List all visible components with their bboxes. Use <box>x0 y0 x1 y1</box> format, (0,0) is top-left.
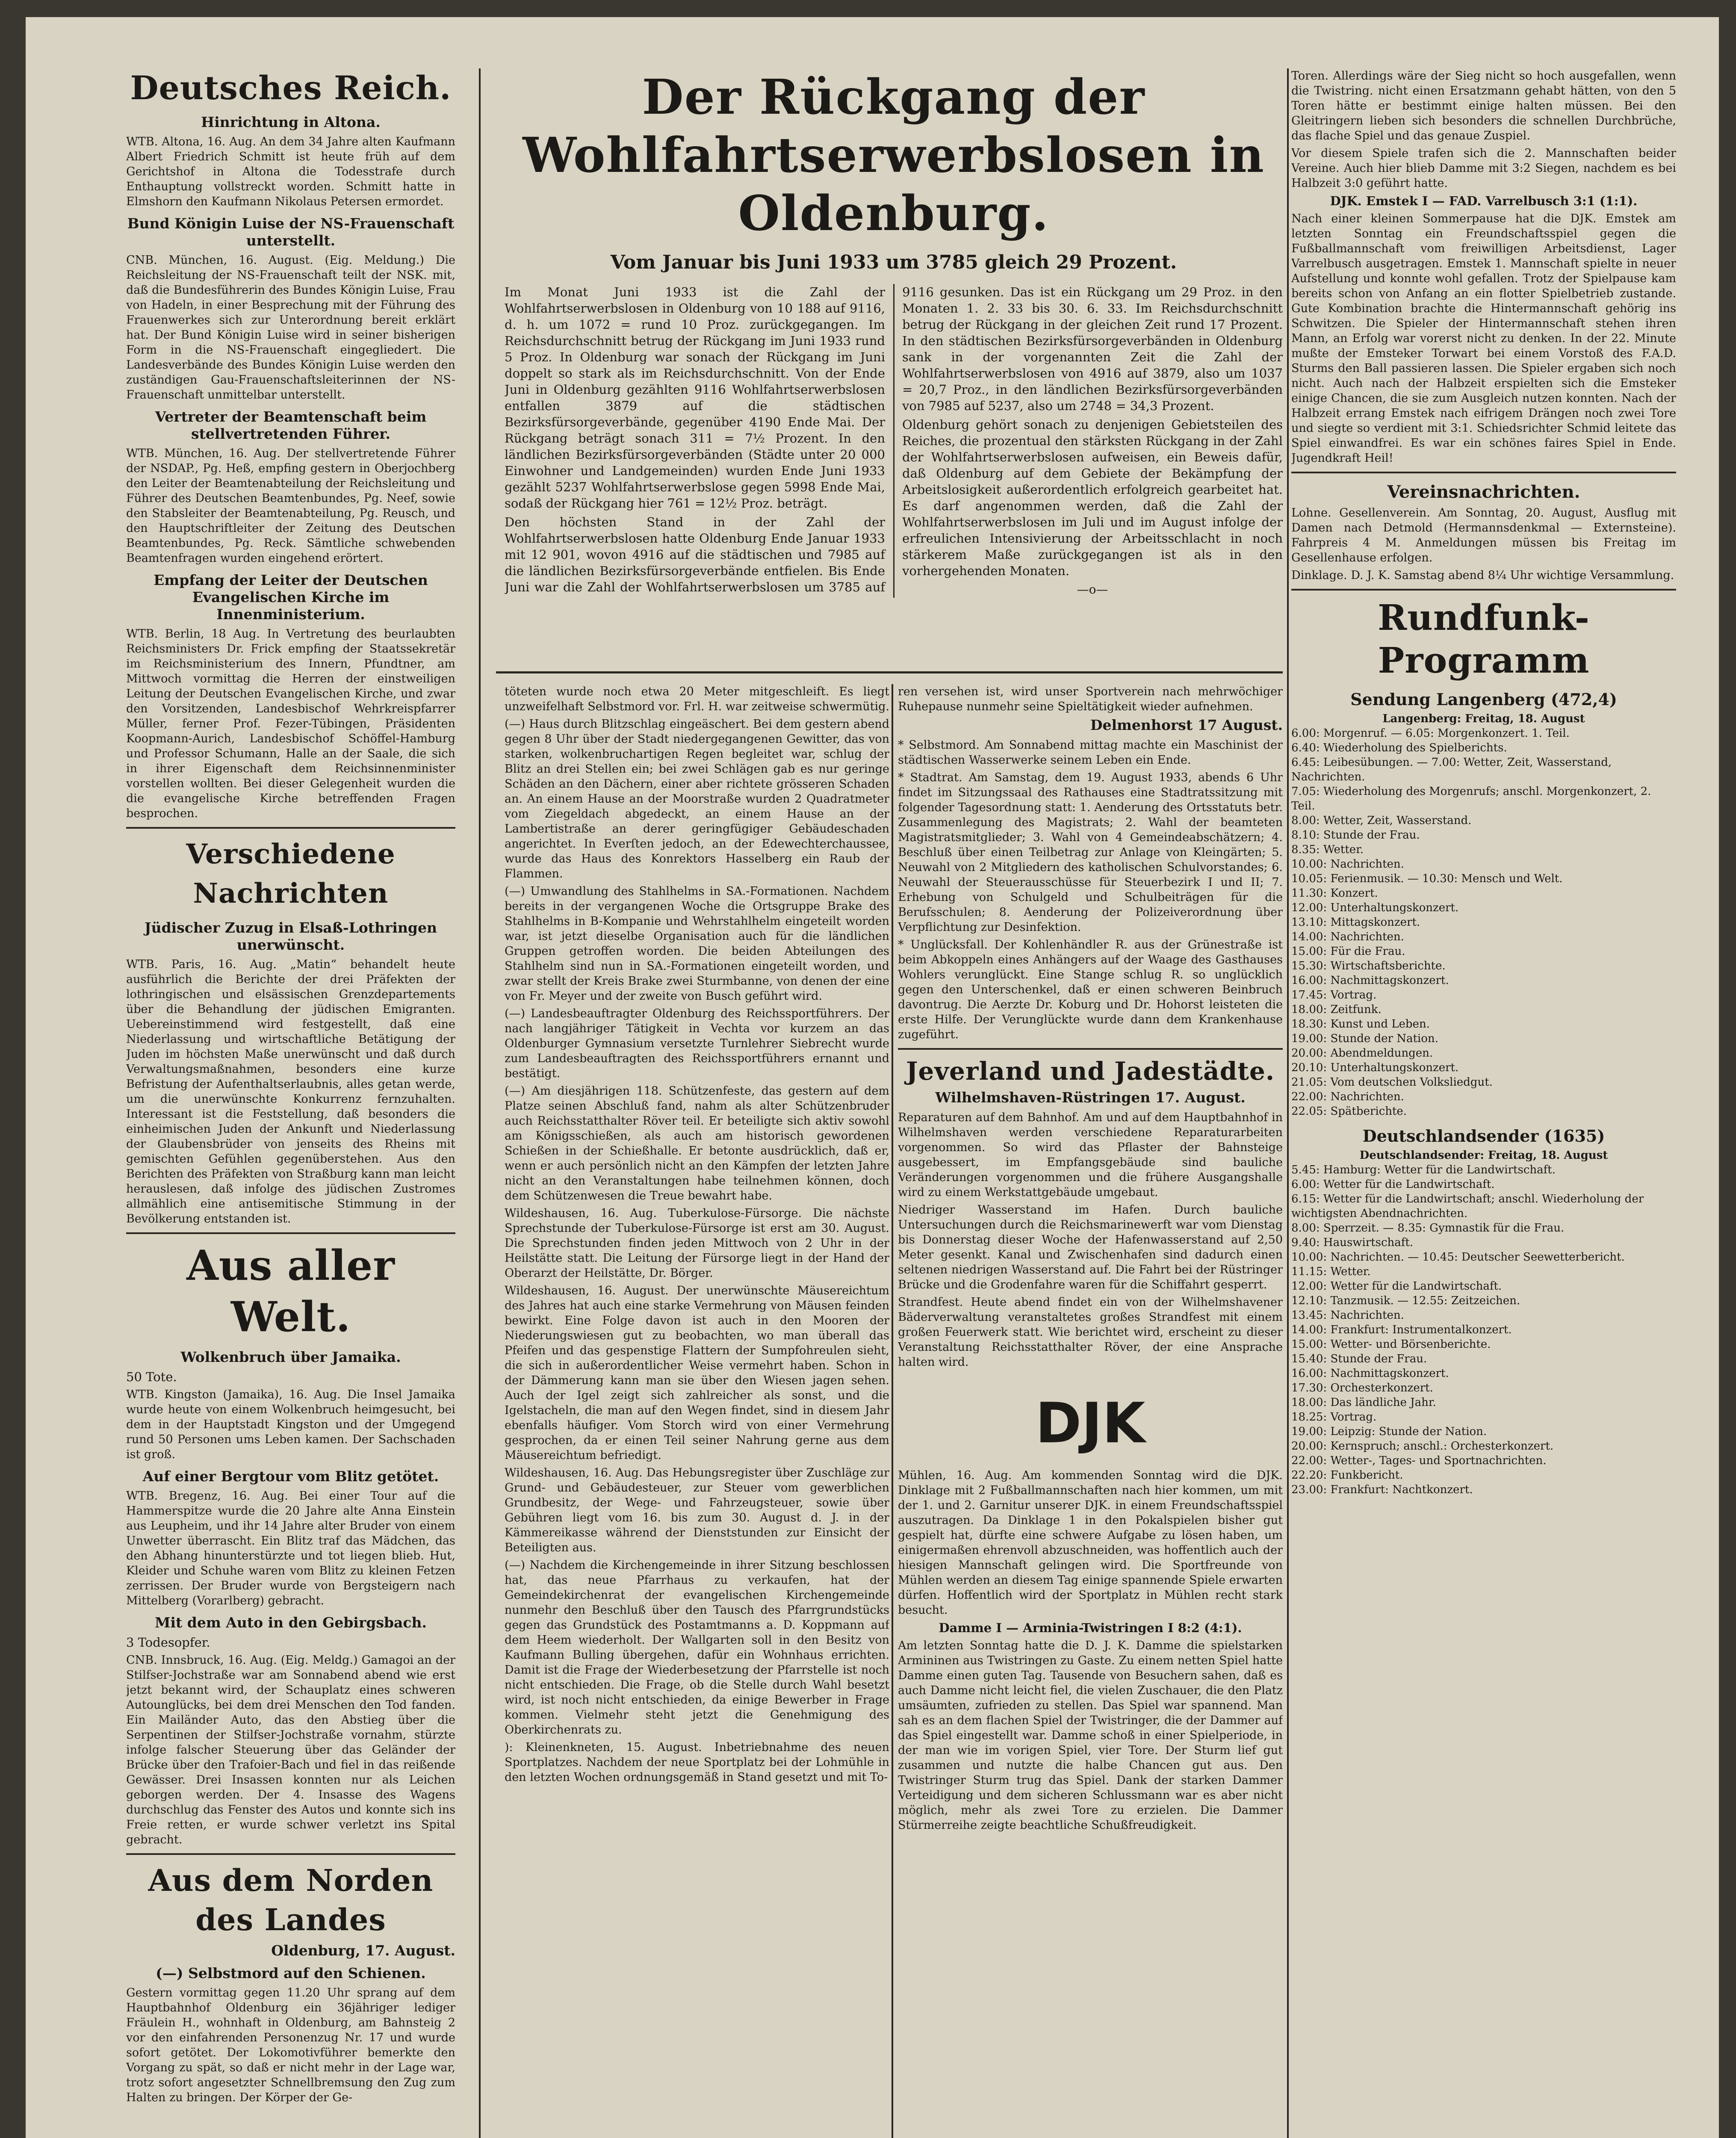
program-item: 15.00: Für die Frau. <box>1291 945 1405 958</box>
match-head: DJK. Emstek I — FAD. Varrelbusch 3:1 (1:1). <box>1330 194 1638 208</box>
news-text: WTB. Kingston (Jamaika), 16. Aug. Die Insel Jamaika wurde heute von einem Wolkenbruch heimgesucht, bei dem in der Hauptstadt Kingston und der Umgegend rund 50 Personen ums Leben kamen. Der Sachschaden ist groß. <box>126 1388 455 1461</box>
program-item: 12.00: Wetter für die Landwirtschaft. <box>1291 1280 1502 1293</box>
news-text: WTB. Bregenz, 16. Aug. Bei einer Tour auf die Hammerspitze wurde die 20 Jahre alte Anna Einstein aus Leupheim, und ihr 14 Jahre alter Bruder von einem Unwetter überrascht. Ein Blitz traf das Mädchen, das den Abhang hinunterstürzte und tot liegen blieb. Hut, Kleider und Schuhe waren vom Blitz zu kleinen Fetzen zerrissen. Der Bruder wurde von Bergsteigern nach Mittelberg (Vorarlberg) gebracht. <box>126 1489 455 1607</box>
program-item: 18.00: Zeitfunk. <box>1291 1003 1382 1016</box>
paragraph: ): Kleinenkneten, 15. August. Inbetriebnahme des neuen Sportplatzes. Nachdem der neue Sportplatz bei der Lohmühle in den letzten Wochen ordnungsgemäß in Stand gesetzt und mit To- <box>505 1741 889 1784</box>
paragraph: (—) Landesbeauftragter Oldenburg des Reichssportführers. Der nach langjähriger Tätigkeit in Vechta vor kurzem an das Oldenburger Gymnasium versetzte Turnlehrer Siebrecht wurde zum Landesbeauftragten des Reichssportführers ernannt und bestätigt. <box>505 1007 889 1080</box>
paragraph: Dinklage. D. J. K. Samstag abend 8¼ Uhr wichtige Versammlung. <box>1291 569 1674 582</box>
program-item: 12.10: Tanzmusik. — 12.55: Zeitzeichen. <box>1291 1294 1520 1307</box>
program-item: 23.00: Frankfurt: Nachtkonzert. <box>1291 1483 1473 1496</box>
paragraph: Reparaturen auf dem Bahnhof. Am und auf dem Hauptbahnhof in Wilhelmshaven werden verschiedene Reparaturarbeiten vorgenommen. So wird das Pflaster der Bahnsteige ausgebessert, im Empfangsgebäude sind bauliche Veränderungen vorgenommen und die frühere Ausgangshalle wird zu einem Werkstattgebäude umgebaut. <box>898 1111 1283 1199</box>
program-item: 11.15: Wetter. <box>1291 1265 1371 1278</box>
column-center-right <box>898 684 1283 2138</box>
news-text: Gestern vormittag gegen 11.20 Uhr sprang auf dem Hauptbahnhof Oldenburg ein 36jähriger lediger Fräulein H., wohnhaft in Oldenburg, am Bahnsteig 2 vor den einfahrenden Personenzug Nr. 17 und wurde sofort getötet. Der Lokomotivführer bemerkte den Vorgang zu spät, so daß er nicht mehr in der Lage war, trotz sofort angesetzter Schnellbremsung den Zug zum Halten zu bringen. Der Körper der Ge- <box>126 1986 455 2104</box>
program-item: 9.40: Hauswirtschaft. <box>1291 1236 1414 1249</box>
news-text: WTB. München, 16. Aug. Der stellvertretende Führer der NSDAP., Pg. Heß, empfing gestern in Oberjochberg den Leiter der Beamtenabteilung der Reichsleitung und Führer des Deutschen Beamtenbundes, Pg. Neef, sowie den Stabsleiter der Beamtenabteilung, Pg. Reusch, und den Hauptschriftleiter der Zeitung des Deutschen Beamtenbundes, Pg. Reck. Sämtliche schwebenden Beamtenfragen wurden eingehend erörtert. <box>126 447 455 565</box>
column-center-left <box>505 684 889 2138</box>
program-item: 16.00: Nachmittagskonzert. <box>1291 1367 1449 1380</box>
column-rule <box>479 68 481 2138</box>
main-headline: Der Rückgang der Wohlfahrtserwerbslosen in Oldenburg. <box>523 69 1265 242</box>
text-block <box>898 1638 1283 1833</box>
news-subhead: 50 Tote. <box>126 1370 177 1384</box>
section-title: Aus aller Welt. <box>186 1241 395 1341</box>
program-item: 18.00: Das ländliche Jahr. <box>1291 1396 1436 1409</box>
program-item: 22.00: Wetter-, Tages- und Sportnachrichten. <box>1291 1454 1547 1467</box>
column-left <box>126 68 455 2138</box>
section-title: Deutsches Reich. <box>130 69 452 107</box>
dateline: Wilhelmshaven-Rüstringen 17. August. <box>935 1089 1246 1106</box>
program-item: 20.10: Unterhaltungskonzert. <box>1291 1061 1459 1074</box>
news-list-1 <box>126 114 455 821</box>
section-title: Aus dem Norden des Landes <box>148 1863 434 1937</box>
news-list-2 <box>126 919 455 1226</box>
logo-text: DJK <box>1035 1391 1146 1456</box>
paragraph: Wildeshausen, 16. August. Der unerwünschte Mäusereichtum des Jahres hat auch eine starke Vermehrung von Mäusen feinden bewirkt. Eine Folge davon ist auch in den Mooren der Niederungswiesen gut zu beobachten, wo man überall das Pfeifen und das gespenstige Flattern der Sumpfohreulen sieht, die sich in außerordentlicher Weise vermehrt haben. Schon in der Dämmerung kann man sie über den Wiesen jagen sehen. Auch der Igel zeigt sich zahlreicher als sonst, und die Igelstacheln, die man auf den Wegen findet, sind in diesem Jahr ebenfalls häufiger. Vom Storch wird von einer Vermehrung gesprochen, da er einen Teil seiner Nahrung gerne aus dem Mäusereichtum befriedigt. <box>505 1284 889 1462</box>
text-block <box>1291 68 1676 191</box>
program-item: 14.00: Frankfurt: Instrumentalkonzert. <box>1291 1323 1512 1336</box>
news-headline: Wolkenbruch über Jamaika. <box>180 1349 401 1365</box>
column-rule <box>1287 68 1289 2138</box>
news-headline: Bund Königin Luise der NS-Frauenschaft unterstellt. <box>127 215 455 249</box>
program-item: 12.00: Unterhaltungskonzert. <box>1291 901 1459 914</box>
news-subhead: 3 Todesopfer. <box>126 1635 210 1650</box>
program-item: 13.10: Mittagskonzert. <box>1291 916 1420 929</box>
match-head: Damme I — Arminia-Twistringen I 8:2 (4:1). <box>939 1621 1242 1635</box>
newspaper-page <box>26 17 1719 2138</box>
program-item: 21.05: Vom deutschen Volksliedgut. <box>1291 1076 1493 1089</box>
program-item: 15.40: Stunde der Frau. <box>1291 1352 1427 1365</box>
text-block <box>898 738 1283 1042</box>
text-block <box>898 684 1283 714</box>
news-headline: Auf einer Bergtour vom Blitz getötet. <box>142 1468 439 1485</box>
program-list <box>1291 726 1676 1119</box>
divider <box>126 1853 455 1855</box>
program-item: 14.00: Nachrichten. <box>1291 930 1404 943</box>
program-item: 17.30: Orchesterkonzert. <box>1291 1382 1433 1394</box>
main-body <box>505 284 1283 598</box>
program-item: 6.45: Leibesübungen. — 7.00: Wetter, Zeit, Wasserstand, Nachrichten. <box>1291 756 1612 783</box>
news-headline: Empfang der Leiter der Deutschen Evangelischen Kirche im Innenministerium. <box>154 572 428 623</box>
paragraph: (—) Nachdem die Kirchengemeinde in ihrer Sitzung beschlossen hat, das neue Pfarrhaus zu verkaufen, hat der Gemeindekirchenrat der evangelischen Kirchengemeinde nunmehr den Beschluß über den Tausch des Pfarrgrundstücks gegen das Grundstück des Postamtmanns a. D. Koppmann auf dem Heem wiederholt. Der Wallgarten soll in den Besitz von Kaufmann Bulling übergehen, dafür ein Wohnhaus errichten. Damit ist die Frage der Wiederbesetzung der Pfarrstelle ist noch nicht entschieden. Die Frage, ob die Stelle durch Wahl besetzt wird, ist noch nicht entschieden, da einige Bewerber in Frage kommen. Vielmehr steht jetzt die Genehmigung des Oberkirchenrats zu. <box>505 1559 889 1736</box>
news-headline: Hinrichtung in Altona. <box>201 114 381 130</box>
program-item: 22.00: Nachrichten. <box>1291 1090 1404 1103</box>
program-item: 6.00: Wetter für die Landwirtschaft. <box>1291 1178 1495 1191</box>
station-title: Deutschlandsender (1635) <box>1362 1126 1605 1146</box>
paragraph: (—) Umwandlung des Stahlhelms in SA.-Formationen. Nachdem bereits in der vergangenen Woche die Ortsgruppe Brake des Stahlhelms in B-Kompanie und Wehrstahlhelm eingeteilt worden war, ist jetzt dieselbe Organisation auch für die ländlichen Gruppen getroffen worden. Die beiden Abteilungen des Stahlhelm sind nun in SA.-Formationen eingeteilt worden, und zwar stellt der Kreis Brake zwei Sturmbanne, von denen der eine von Fr. Meyer und der zweite von Busch geführt wird. <box>505 885 889 1003</box>
program-item: 16.00: Nachmittagskonzert. <box>1291 974 1449 987</box>
station-title: Sendung Langenberg (472,4) <box>1350 690 1617 709</box>
paragraph: Oldenburg gehört sonach zu denjenigen Gebietsteilen des Reiches, die prozentual den stärksten Rückgang in der Zahl der Wohlfahrtserwerbslosen aufweisen, ein Beweis dafür, daß Oldenburg auf dem Gebiete der Bekämpfung der Arbeitslosigkeit außerordentlich erfolgreich gearbeitet hat. Es darf angenommen werden, daß die Zahl der Wohlfahrtserwerbslosen im Juli und im August infolge der erfreulichen Intensivierung der Arbeitsschlacht in noch stärkerem Maße zurückgegangen ist als in den vorhergehenden Monaten. <box>902 417 1283 578</box>
paragraph: Im Monat Juni 1933 ist die Zahl der Wohlfahrtserwerbslosen in Oldenburg von 10 188 auf 9116, d. h. um 1072 = rund 10 Proz. zurückgegangen. Im Reichsdurchschnitt betrug der Rückgang im Juni 1933 rund 5 Proz. In Oldenburg war sonach der Rückgang im Juni doppelt so stark als im Reichsdurchschnitt. Von der Ende Juni in Oldenburg gezählten 9116 Wohlfahrtserwerbslosen entfallen 3879 auf die städtischen Bezirksfürsorgeverbände, gegenüber 4190 Ende Mai. Der Rückgang beträgt sonach 311 = 7½ Prozent. In den ländlichen Bezirksfürsorgeverbänden (Städte unter 20 000 Einwohner und Landgemeinden) wurden Ende Juni 1933 gezählt 5237 Wohlfahrtserwerbslose gegen 5998 Ende Mai, sodaß der Rückgang hier 761 = 12½ Proz. beträgt. <box>505 285 885 511</box>
program-item: 20.00: Abendmeldungen. <box>1291 1047 1433 1060</box>
paragraph: * Selbstmord. Am Sonnabend mittag machte ein Maschinist der städtischen Wasserwerke seinem Leben ein Ende. <box>898 738 1283 767</box>
divider <box>898 1048 1283 1050</box>
paragraph: Strandfest. Heute abend findet ein von der Wilhelmshavener Bäderverwaltung veranstaltetes großes Strandfest mit einem großen Feuerwerk statt. Wie berichtet wird, erscheint zu dieser Veranstaltung Reichsstatthalter Röver, der eine Ansprache halten wird. <box>898 1296 1283 1369</box>
article-rule <box>496 671 1283 673</box>
program-item: 8.00: Wetter, Zeit, Wasserstand. <box>1291 814 1472 827</box>
news-text: WTB. Paris, 16. Aug. „Matin“ behandelt heute ausführlich die Berichte der drei Präfekten der lothringischen und elsässischen Grenzdepartements über die Behandlung der jüdischen Emigranten. Uebereinstimmend wird festgestellt, daß eine Niederlassung und wirtschaftliche Betätigung der Juden im höchsten Maße unerwünscht und daß durch Verwaltungsmaßnahmen, besonders eine kurze Befristung der Aufenthaltserlaubnis, alles getan werde, um die unerwünschte Konkurrenz fernzuhalten. Interessant ist die Feststellung, daß besonders die einheimischen Juden der Ankunft und Niederlassung der Glaubensbrüder von jenseits des Rheins mit gemischten Gefühlen gegenüberstehen. Aus den Berichten des Präfekten von Straßburg kann man leicht herauslesen, daß infolge des jüdischen Zustromes allmählich eine antisemitische Stimmung in der Bevölkerung entstanden ist. <box>126 958 455 1226</box>
divider <box>1291 589 1676 591</box>
column-right <box>1291 68 1676 2138</box>
program-item: 19.00: Leipzig: Stunde der Nation. <box>1291 1425 1487 1438</box>
program-item: 7.05: Wiederholung des Morgenrufs; anschl. Morgenkonzert, 2. Teil. <box>1291 785 1651 812</box>
divider <box>126 1232 455 1234</box>
news-list-3 <box>126 1349 455 1847</box>
main-article <box>505 68 1283 676</box>
radio-title: Rundfunk-Programm <box>1378 597 1590 681</box>
news-text: CNB. Innsbruck, 16. Aug. (Eig. Meldg.) Gamagoi an der Stilfser-Jochstraße war am Sonnabend abend wie erst jetzt bekannt wird, der Schauplatz eines schweren Autounglücks, bei dem drei Menschen den Tod fanden. Ein Mailänder Auto, das den Abstieg über die Serpentinen der Stilfser-Jochstraße vornahm, stürzte infolge falscher Steuerung über das Geländer der Brücke über den Trafoier-Bach und fiel in das reißende Gewässer. Drei Insassen konnten nur als Leichen geborgen werden. Der 4. Insasse des Wagens durchschlug das Fenster des Autos und konnte sich ins Freie retten, er wurde schwer verletzt ins Spital gebracht. <box>126 1654 455 1846</box>
news-headline: (—) Selbstmord auf den Schienen. <box>156 1965 426 1981</box>
program-list <box>1291 1163 1676 1497</box>
program-item: 8.10: Stunde der Frau. <box>1291 829 1420 842</box>
section-title: Vereinsnachrichten. <box>1387 482 1580 502</box>
news-headline: Jüdischer Zuzug in Elsaß-Lothringen unerwünscht. <box>145 919 437 953</box>
program-item: 6.15: Wetter für die Landwirtschaft; anschl. Wiederholung der wichtigsten Abendnachrichten. <box>1291 1193 1644 1220</box>
news-headline: Mit dem Auto in den Gebirgsbach. <box>154 1614 427 1631</box>
paragraph: Den höchsten Stand in der Zahl der Wohlfahrtserwerbslosen hatte Oldenburg Ende Januar 1933 mit 12 901, wovon 4916 auf die städtischen und 7985 auf die ländlichen Bezirksfürsorgeverbände entfielen. Bis Ende Juni war die Zahl der Wohlfahrtserwerbslosen um 3785 auf 9116 gesunken. Das ist ein Rückgang um 29 Proz. in den Monaten 1. 2. 33 bis 30. 6. 33. Im Reichsdurchschnitt betrug der Rückgang in der gleichen Zeit rund 17 Prozent. In den städtischen Bezirksfürsorgeverbänden in Oldenburg sank in der vorgenannten Zeit die Zahl der Wohlfahrtserwerbslosen von 4916 auf 3879, also um 1037 = 20,7 Proz., in den ländlichen Bezirksfürsorgeverbänden von 7985 auf 5237, also um 2748 = 34,3 Prozent. <box>505 285 1283 594</box>
paragraph: (—) Am diesjährigen 118. Schützenfeste, das gestern auf dem Platze seinen Abschluß fand, nahm als alter Schützenbruder auch Reichsstatthalter Röver teil. Er beteiligte sich aktiv sowohl am Königsschießen, als auch am historisch gewordenen Schießen in der Schießhalle. Er betonte ausdrücklich, daß er, wenn er auch persönlich nicht an den Kämpfen der letzten Jahre nicht an den Veranstaltungen habe teilnehmen können, doch dem Schützenwesen die Treue bewahrt habe. <box>505 1084 889 1202</box>
paragraph: Niedriger Wasserstand im Hafen. Durch bauliche Untersuchungen durch die Reichsmarinewerft war vom Dienstag bis Donnerstag dieser Woche der Hafenwasserstand auf 2,50 Meter gesenkt. Kanal und Zwischenhafen sind dadurch einen seltenen niedrigen Wasserstand auf. Die Fahrt bei der Rüstringer Brücke und die Grodenfahre waren für die Schiffahrt gesperrt. <box>898 1203 1283 1291</box>
program-item: 10.00: Nachrichten. — 10.45: Deutscher Seewetterbericht. <box>1291 1251 1625 1264</box>
text-block <box>1291 211 1676 466</box>
station-day: Deutschlandsender: Freitag, 18. August <box>1359 1149 1608 1162</box>
program-item: 10.05: Ferienmusik. — 10.30: Mensch und Welt. <box>1291 872 1563 885</box>
program-item: 15.00: Wetter- und Börsenberichte. <box>1291 1338 1491 1351</box>
paragraph: töteten wurde noch etwa 20 Meter mitgeschleift. Es liegt unzweifelhaft Selbstmord vor. Frl. H. war zeitweise schwermütig. <box>505 685 889 713</box>
paragraph: Toren. Allerdings wäre der Sieg nicht so hoch ausgefallen, wenn die Twistring. nicht einen Ersatzmann gehabt hätten, von den 5 Toren hätte er bestimmt einige halten müssen. Bei den Gleitringern lieben sich besonders die schnellen Durchbrüche, das flache Spiel und das genaue Zuspiel. <box>1291 69 1676 142</box>
divider <box>1291 472 1676 473</box>
paragraph: * Unglücksfall. Der Kohlenhändler R. aus der Grünestraße ist beim Abkoppeln eines Anhängers auf der Waage des Gasthauses Wohlers verunglückt. Eine Stange schlug R. so unglücklich gegen den Unterschenkel, daß er einen schweren Beinbruch davontrug. Die Aerzte Dr. Koburg und Dr. Hohorst leisteten die erste Hilfe. Der Verunglückte wurde dann dem Krankenhause zugeführt. <box>898 938 1283 1041</box>
paragraph: (—) Haus durch Blitzschlag eingeäschert. Bei dem gestern abend gegen 8 Uhr über der Stadt niedergegangenen Gewitter, das von starken, wolkenbruchartigen Regen begleitet war, schlug der Blitz an drei Stellen ein; bei zwei Schlägen gab es nur geringe Schäden an den Dächern, einer aber richtete grösseren Schaden an. An einem Hause an der Moorstraße wurden 2 Quadratmeter vom Ziegeldach abgedeckt, an einem Hause an der Lambertistraße an derer geringfügiger Gebäudeschaden angerichtet. In Everſten jedoch, an der Edewechterchaussee, wurde das Haus des Konrektors Hasselberg ein Raub der Flammen. <box>505 718 889 880</box>
station-day: Langenberg: Freitag, 18. August <box>1382 712 1585 725</box>
program-item: 6.00: Morgenruf. — 6.05: Morgenkonzert. 1. Teil. <box>1291 727 1570 740</box>
program-item: 8.00: Sperrzeit. — 8.35: Gymnastik für die Frau. <box>1291 1222 1565 1234</box>
program-item: 8.35: Wetter. <box>1291 843 1364 856</box>
program-item: 20.00: Kernspruch; anschl.: Orchesterkonzert. <box>1291 1440 1554 1453</box>
paragraph: Vor diesem Spiele trafen sich die 2. Mannschaften beider Vereine. Auch hier blieb Damme mit 3:2 Siegen, nachdem es bei Halbzeit 3:0 geführt hatte. <box>1291 147 1676 190</box>
program-item: 18.25: Vortrag. <box>1291 1411 1377 1423</box>
text-block <box>898 1110 1283 1370</box>
end-mark: —o— <box>1077 582 1108 597</box>
column-rule <box>892 684 893 2138</box>
paragraph: Mühlen, 16. Aug. Am kommenden Sonntag wird die DJK. Dinklage mit 2 Fußballmannschaften nach hier kommen, um mit der 1. und 2. Garnitur unserer DJK. in einem Freundschaftsspiel auszutragen. Da Dinklage 1 in den Pokalspielen bisher gut gespielt hat, dürfte eine schwere Aufgabe zu lösen haben, um einigermaßen ehrenvoll abzuschneiden, was hoffentlich auch der hiesigen Mannschaft gelingen wird. Die Sportfreunde von Mühlen werden an diesem Tag einige spannende Spiele erwarten dürfen. Hoffentlich wird der Sportplatz in Mühlen recht stark besucht. <box>898 1469 1283 1617</box>
program-item: 22.20: Funkbericht. <box>1291 1469 1403 1482</box>
program-item: 13.45: Nachrichten. <box>1291 1309 1404 1322</box>
news-text: CNB. München, 16. August. (Eig. Meldung.) Die Reichsleitung der NS-Frauenschaft teilt der NSK. mit, daß die Bundesführerin des Bundes Königin Luise, Frau von Hadeln, in einer Besprechung mit der Führung des Frauenwerkes sich zur Unterordnung bereit erklärt hat. Der Bund Königin Luise wird in seiner bisherigen Form in die NS-Frauenschaft eingegliedert. Die Landesverbände des Bundes Königin Luise werden den zuständigen Gau-Frauenschaftsleiterinnen der NS-Frauenschaft unmittelbar unterstellt. <box>126 254 455 402</box>
news-headline: Vertreter der Beamtenschaft beim stellvertretenden Führer. <box>155 408 427 442</box>
program-item: 18.30: Kunst und Leben. <box>1291 1018 1430 1031</box>
paragraph: Wildeshausen, 16. Aug. Tuberkulose-Fürsorge. Die nächste Sprechstunde der Tuberkulose-Fürsorge ist erst am 30. August. Die Sprechstunden finden jeden Mittwoch von 2 Uhr in der Heilstätte statt. Die Leitung der Fürsorge liegt in der Hand der Oberarzt der Heilstätte, Dr. Börger. <box>505 1207 889 1280</box>
program-item: 6.40: Wiederholung des Spielberichts. <box>1291 741 1507 754</box>
dateline: Oldenburg, 17. August. <box>271 1942 455 1959</box>
text-block <box>898 1468 1283 1618</box>
paragraph: Nach einer kleinen Sommerpause hat die DJK. Emstek am letzten Sonntag ein Freundschaftsspiel gegen die Fußballmannschaft vom freiwilligen Arbeitsdienst, Lager Varrelbusch ausgetragen. Emstek 1. Mannschaft spielte in neuer Aufstellung und konnte wohl gefallen. Trotz der Spielpause kam bereits schon von Anfang an ein flotter Spielbetrieb zustande. Gute Kombination brachte die Hintermannschaft gehörig ins Schwitzen. Die Spieler der Hintermannschaft stehen ihren Mann, an Erfolg war vorerst nicht zu denken. In der 22. Minute mußte der Emsteker Torwart bei einem Vorstoß des F.A.D. Sturms den Ball passieren lassen. Die Spieler ergaben sich noch nicht. Auch nach der Halbzeit erspielten sich die Emsteker einige Chancen, die sie zum Ausgleich nutzen konnten. Nach der Halbzeit errang Emstek nach eifrigem Drängen noch zwei Tore und siegte so verdient mit 3:1. Schiedsrichter Schmid leitete das Spiel einwandfrei. Es war ein schönes faires Spiel in Ende. Jugendkraft Heil! <box>1291 212 1676 465</box>
paragraph: * Stadtrat. Am Samstag, dem 19. August 1933, abends 6 Uhr findet im Sitzungssaal des Rathauses eine Stadtratssitzung mit folgender Tagesordnung statt: 1. Aenderung des Ortsstatuts betr. Zusammenlegung des Magistrats; 2. Wahl der beamteten Magistratsmitglieder; 3. Wahl von 4 Gemeindeabschätzern; 4. Beschluß über einen Teilbetrag zur Anlage von Kleingärten; 5. Neuwahl von 2 Mitgliedern des katholischen Schulvorstandes; 6. Neuwahl der Steuerausschüsse für Steuerbezirk I und II; 7. Erhebung von Schulgeld und Schulbeiträgen für die Berufsschulen; 8. Aenderung der Polizeiverordnung über Verpflichtung zur Desinfektion. <box>898 771 1283 934</box>
program-item: 17.45: Vortrag. <box>1291 989 1377 1001</box>
paragraph: Am letzten Sonntag hatte die D. J. K. Damme die spielstarken Armininen aus Twistringen zu Gaste. Zu einem netten Spiel hatte Damme einen guten Tag. Tausende von Besuchern sahen, daß es auch Damme nicht leicht fiel, die vielen Zuschauer, die den Platz umsäumten, zufrieden zu stellen. Das Spiel war spannend. Man sah es an dem flachen Spiel der Twistringer, die der Dammer auf das Spiel eingestellt war. Damme schoß in einer Spielperiode, in der man wie im vorigen Spiel, vier Tore. Der Sturm lief gut zusammen und nutzte die halbe Chancen gut aus. Den Twistringer Sturm trug das Spiel. Dank der starken Dammer Verteidigung und dem sicheren Schlussmann war es aber nicht möglich, mehr als zwei Tore zu erzielen. Die Dammer Stürmerreihe zeigte beachtliche Schußfreudigkeit. <box>898 1639 1283 1832</box>
program-item: 19.00: Stunde der Nation. <box>1291 1032 1438 1045</box>
program-item: 5.45: Hamburg: Wetter für die Landwirtschaft. <box>1291 1163 1556 1176</box>
news-list-4 <box>126 1965 455 2105</box>
paragraph: Lohne. Gesellenverein. Am Sonntag, 20. August, Ausflug mit Damen nach Detmold (Hermannsdenkmal — Externsteine). Fahrpreis 4 M. Anmeldungen müssen bis Freitag im Gesellenhause erfolgen. <box>1291 506 1676 564</box>
program-item: 22.05: Spätberichte. <box>1291 1105 1407 1118</box>
news-text: WTB. Berlin, 18 Aug. In Vertretung des beurlaubten Reichsministers Dr. Frick empfing der Staatssekretär im Reichsministerium des Innern, Pfundtner, am Mittwoch vormittag die Herren der einstweiligen Leitung der Deutschen Evangelischen Kirche, und zwar den Vorsitzenden, Landesbischof Wehrkreispfarrer Müller, ferner Prof. Fezer-Tübingen, Präsidenten Koopmann-Aurich, Landesbischof Schöffel-Hamburg und Professor Schumann, Halle an der Saale, die sich in ihrer Eigenschaft dem Reichsinnenminister vorstellen wollten. Bei dieser Gelegenheit wurden die die evangelische Kirche betreffenden Fragen besprochen. <box>126 627 455 820</box>
news-text: WTB. Altona, 16. Aug. An dem 34 Jahre alten Kaufmann Albert Friedrich Schmitt ist heute früh auf dem Gerichtshof in Altona die Todesstrafe durch Enthauptung vollstreckt worden. Schmitt hatte in Elmshorn den Kaufmann Nikolaus Petersen ermordet. <box>126 135 455 208</box>
main-deck: Vom Januar bis Juni 1933 um 3785 gleich 29 Prozent. <box>610 251 1177 273</box>
program-item: 11.30: Konzert. <box>1291 887 1378 900</box>
section-title: Verschiedene Nachrichten <box>186 838 396 910</box>
dateline: Delmenhorst 17 August. <box>1090 717 1283 733</box>
program-item: 10.00: Nachrichten. <box>1291 858 1404 871</box>
text-block <box>1291 505 1676 583</box>
divider <box>126 827 455 829</box>
section-title: Jeverland und Jadestädte. <box>906 1057 1275 1086</box>
program-item: 15.30: Wirtschaftsberichte. <box>1291 960 1446 972</box>
djk-logo-icon <box>1013 1378 1167 1464</box>
paragraph: ren versehen ist, wird unser Sportverein nach mehrwöchiger Ruhepause nunmehr seine Spieltätigkeit wieder aufnehmen. <box>898 685 1283 713</box>
paragraph: Wildeshausen, 16. Aug. Das Hebungsregister über Zuschläge zur Grund- und Gebäudesteuer, zur Steuer vom gewerblichen Grundbesitz, der Wege- und Fahrzeugsteuer, sowie über Gebühren liegt vom 16. bis zum 30. August d. J. in der Kämmereikasse während der Dienststunden zur Einsicht der Beteiligten aus. <box>505 1466 889 1554</box>
